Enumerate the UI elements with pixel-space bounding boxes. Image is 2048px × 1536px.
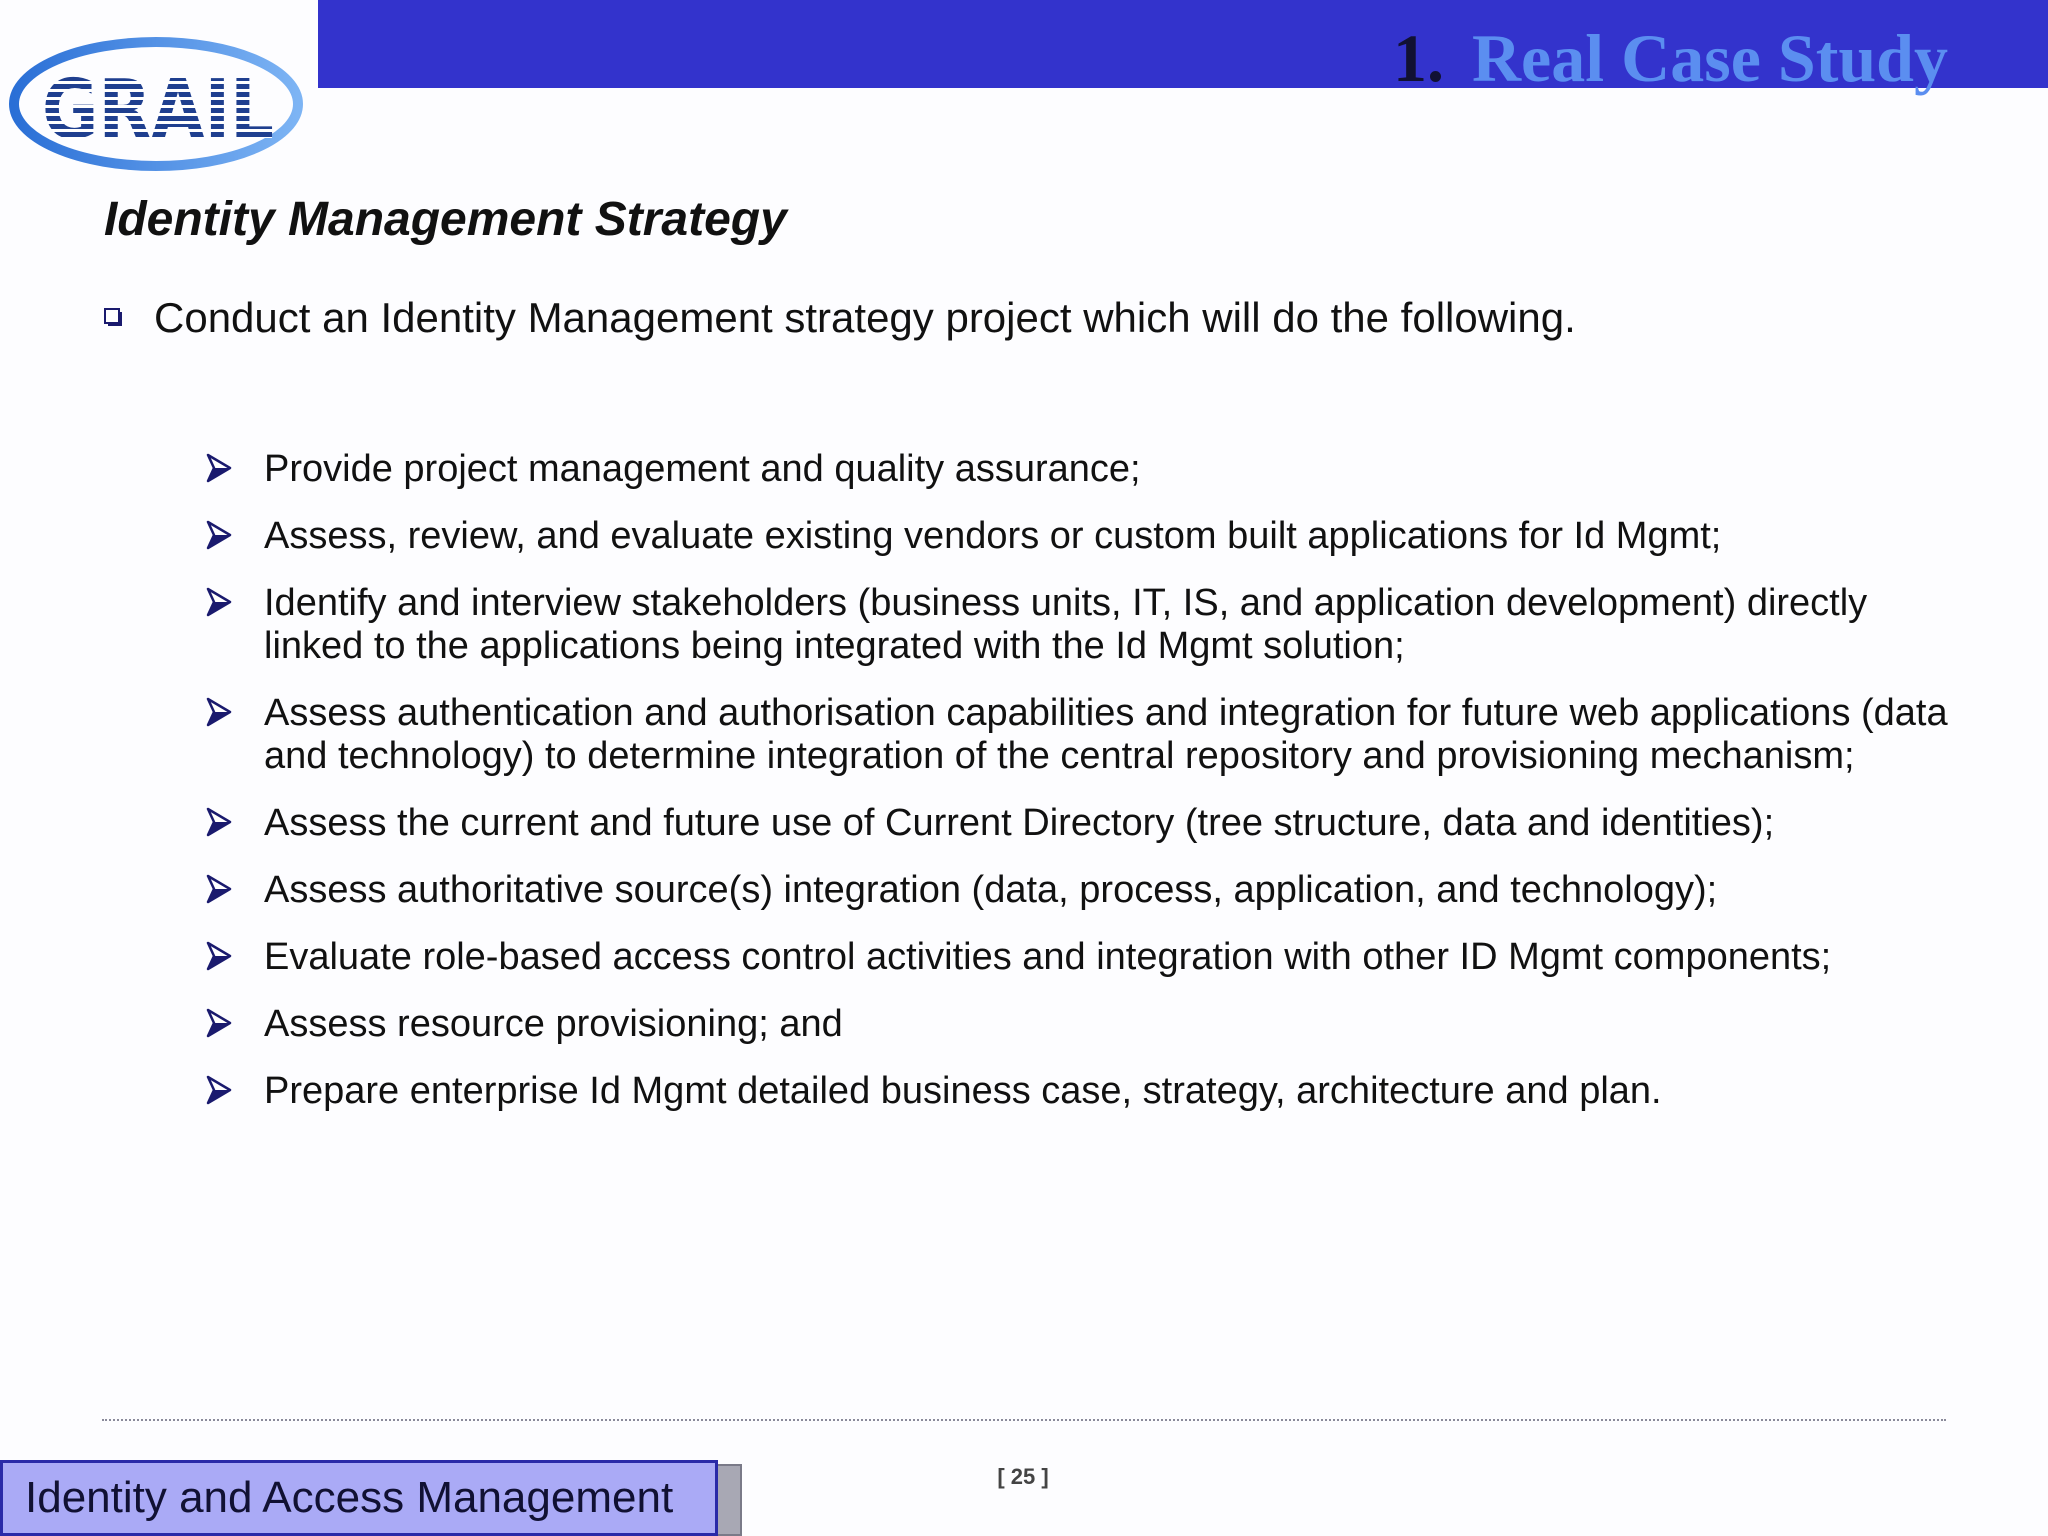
list-item-text: Assess authoritative source(s) integration (data, process, application, and technology); [264,869,1718,911]
footer-divider [102,1419,1946,1421]
list-item [206,869,1966,912]
main-bullet [104,294,1576,342]
list-item-text: Assess, review, and evaluate existing vendors or custom built applications for Id Mgmt; [264,515,1722,557]
logo-text: GRAIL [42,63,274,158]
list-item [206,448,1966,491]
arrow-bullet-icon [206,520,232,550]
list-item-text: Assess resource provisioning; and [264,1003,843,1045]
list-item-text: Evaluate role-based access control activities and integration with other ID Mgmt components; [264,936,1832,978]
page-number: [ 25 ] [997,1464,1049,1489]
arrow-bullet-icon [206,1075,232,1105]
arrow-bullet-icon [206,1008,232,1038]
slide-title [1393,14,1948,102]
arrow-bullet-icon [206,941,232,971]
list-item-text: Provide project management and quality assurance; [264,448,1141,490]
arrow-bullet-icon [206,697,232,727]
list-item-text: Prepare enterprise Id Mgmt detailed business case, strategy, architecture and plan. [264,1070,1662,1112]
list-item [206,1070,1966,1113]
arrow-bullet-icon [206,587,232,617]
sub-bullet-list [206,448,1966,1137]
list-item-text: Assess the current and future use of Current Directory (tree structure, data and identities); [264,802,1775,844]
square-bullet-icon [104,308,120,324]
main-bullet-text: Conduct an Identity Management strategy project which will do the following. [154,294,1576,341]
list-item [206,692,1966,778]
arrow-bullet-icon [206,874,232,904]
list-item [206,515,1966,558]
list-item-text: Identify and interview stakeholders (business units, IT, IS, and application development) directly linked to the applications being integrated with the Id Mgmt solution; [264,582,1868,667]
list-item [206,936,1966,979]
list-item-text: Assess authentication and authorisation capabilities and integration for future web applications (data and technology) to determine integration of the central repository and provisioning mechanism; [264,692,1948,777]
grail-logo [8,28,308,174]
slide-number: 1. [1392,20,1444,96]
section-title: Identity Management Strategy [104,193,787,246]
list-item [206,802,1966,845]
slide-title-text: Real Case Study [1471,20,1948,96]
arrow-bullet-icon [206,807,232,837]
arrow-bullet-icon [206,453,232,483]
footer-tag: Identity and Access Management [0,1460,718,1536]
list-item [206,1003,1966,1046]
list-item [206,582,1966,668]
